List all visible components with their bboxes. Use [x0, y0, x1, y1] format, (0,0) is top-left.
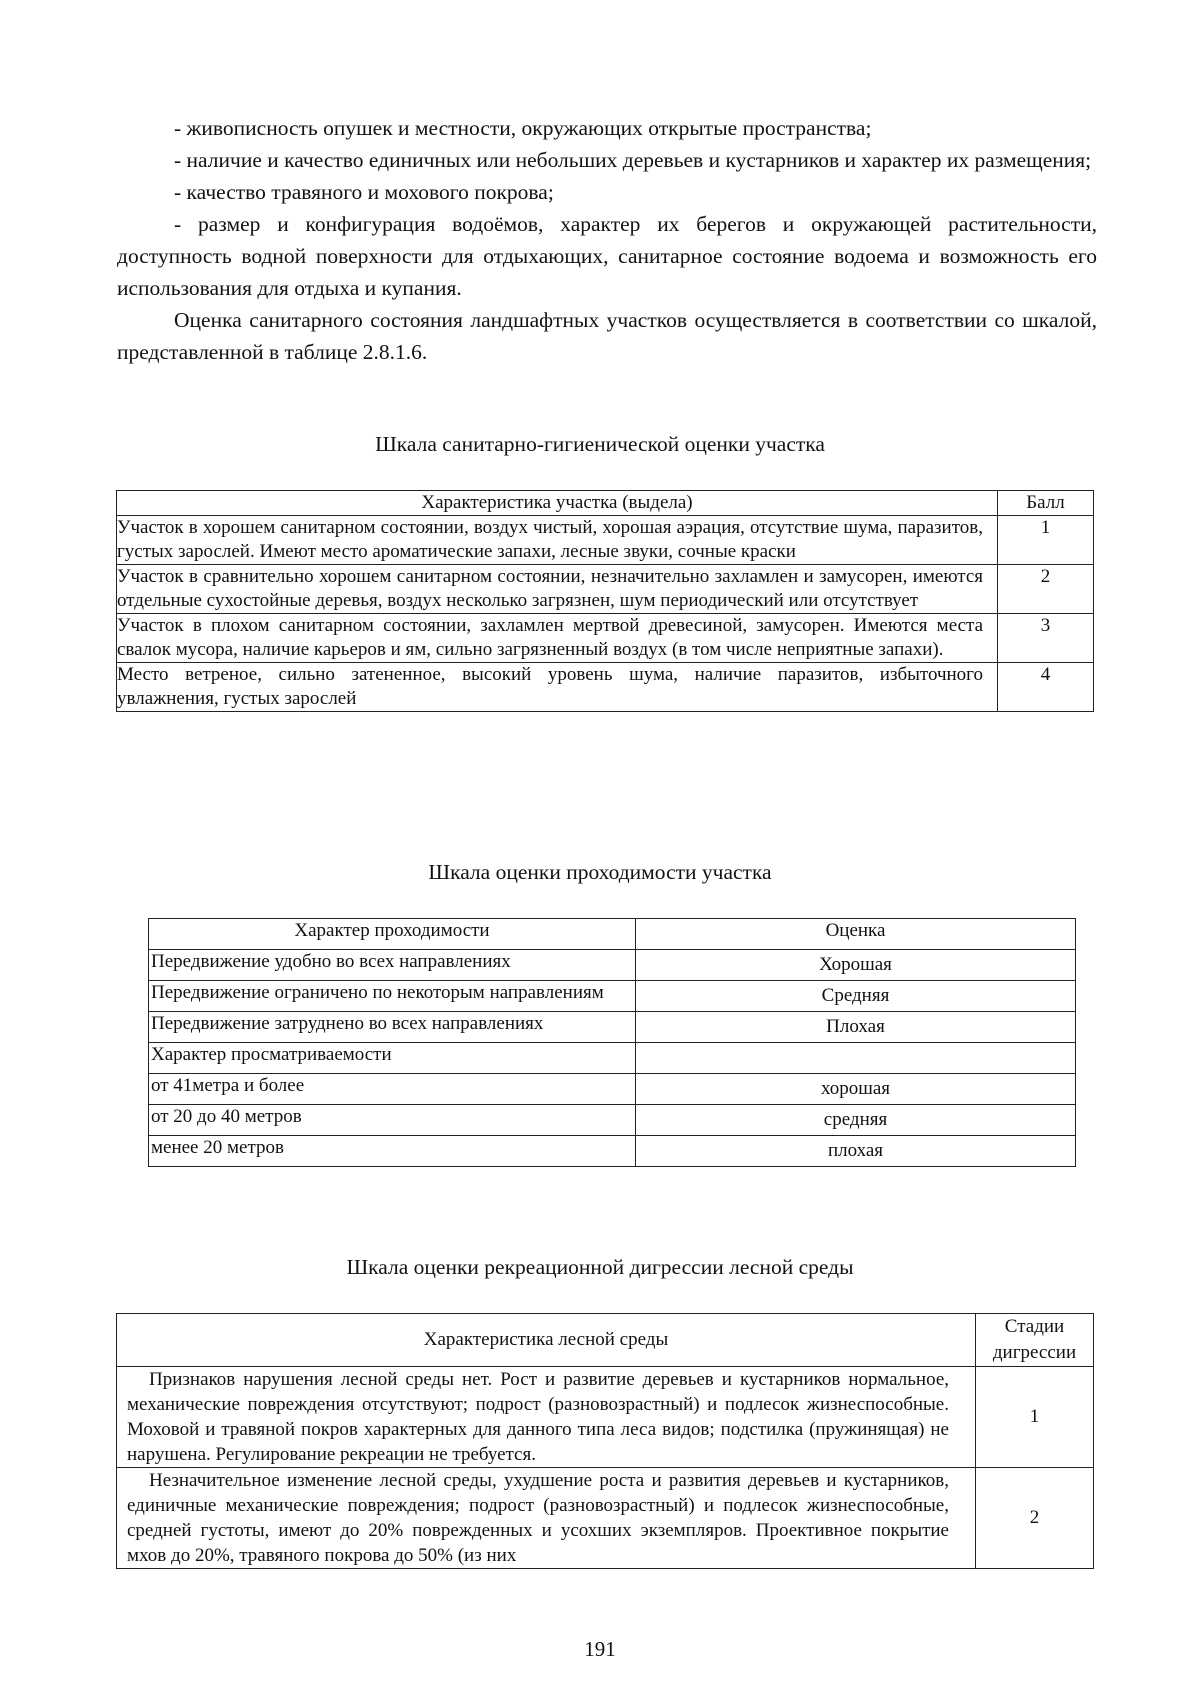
sanitary-score-table: [116, 490, 1094, 712]
table-header: Стадии дигрессии: [976, 1314, 1094, 1367]
table-row: [149, 1074, 1076, 1105]
table-row: [149, 1105, 1076, 1136]
passability-table: [148, 918, 1076, 1167]
table-cell: 4: [998, 663, 1094, 712]
table-cell: плохая: [636, 1136, 1076, 1167]
table-header-row: [117, 1314, 1094, 1367]
table-row: [117, 516, 1094, 565]
table-cell: Характер просматриваемости: [149, 1043, 636, 1074]
table-cell: средняя: [636, 1105, 1076, 1136]
table-header: Характер проходимости: [149, 919, 636, 950]
table-header: Характеристика лесной среды: [117, 1314, 976, 1367]
bullet-item: - качество травяного и мохового покрова;: [174, 180, 554, 204]
table-cell: менее 20 метров: [149, 1136, 636, 1167]
table-cell: Участок в плохом санитарном состоянии, захламлен мертвой древесиной, замусорен. Имеются места свалок мусора, наличие карьеров и ям, сильно загрязненный воздух (в том числе неприятные запахи).: [117, 614, 998, 663]
table-row: [149, 1136, 1076, 1167]
table-cell: Незначительное изменение лесной среды, ухудшение роста и развития деревьев и кустарников, единичные механические повреждения; подрост (разновозрастный) и подлесок жизнеспособные, средней густоты, имеют до 20% поврежденных и усохших экземпляров. Проективное покрытие мхов до 20%, травяного покрова до 50% (из них: [117, 1468, 976, 1569]
table-cell: 3: [998, 614, 1094, 663]
table-cell: от 20 до 40 метров: [149, 1105, 636, 1136]
table-cell: [636, 1043, 1076, 1074]
table-cell: Признаков нарушения лесной среды нет. Рост и развитие деревьев и кустарников нормальное, механические повреждения отсутствуют; подрост (разновозрастный) и подлесок жизнеспособные. Моховой и травяной покров характерных для данного типа леса видов; подстилка (пружинящая) не нарушена. Регулирование рекреации не требуется.: [117, 1367, 976, 1468]
table2-caption: Шкала оценки проходимости участка: [428, 860, 772, 884]
table-cell: Средняя: [636, 981, 1076, 1012]
bullet-item: - живописность опушек и местности, окружающих открытые пространства;: [174, 116, 872, 140]
table-cell: Участок в сравнительно хорошем санитарном состоянии, незначительно захламлен и замусорен, имеются отдельные сухостойные деревья, воздух несколько загрязнен, шум периодический или отсутствует: [117, 565, 998, 614]
table1-caption: Шкала санитарно-гигиенической оценки участка: [375, 432, 825, 456]
table-cell: Передвижение удобно во всех направлениях: [149, 950, 636, 981]
table-header-row: [117, 491, 1094, 516]
table-cell: Передвижение ограничено по некоторым направлениям: [149, 981, 636, 1012]
table-cell: Место ветреное, сильно затененное, высокий уровень шума, наличие паразитов, избыточного увлажнения, густых зарослей: [117, 663, 998, 712]
table-header: Оценка: [636, 919, 1076, 950]
table-header-row: [149, 919, 1076, 950]
table-cell: Хорошая: [636, 950, 1076, 981]
table-row: [149, 1012, 1076, 1043]
table-header: Балл: [998, 491, 1094, 516]
table-cell: 1: [976, 1367, 1094, 1468]
table-cell: Плохая: [636, 1012, 1076, 1043]
table-cell: 2: [976, 1468, 1094, 1569]
page-number: 191: [584, 1637, 616, 1661]
table-row: [149, 950, 1076, 981]
table-row: [149, 1043, 1076, 1074]
bullet-item: - наличие и качество единичных или небольших деревьев и кустарников и характер их размещения;: [174, 148, 1092, 172]
intro-text: [117, 112, 1097, 368]
table-cell: 2: [998, 565, 1094, 614]
table-cell: Участок в хорошем санитарном состоянии, воздух чистый, хорошая аэрация, отсутствие шума, паразитов, густых зарослей. Имеют место ароматические запахи, лесные звуки, сочные краски: [117, 516, 998, 565]
table-row: [117, 663, 1094, 712]
table-cell: Передвижение затруднено во всех направлениях: [149, 1012, 636, 1043]
table-header: Характеристика участка (выдела): [117, 491, 998, 516]
digression-table: [116, 1313, 1094, 1569]
table-row: [117, 1367, 1094, 1468]
table-row: [117, 565, 1094, 614]
intro-paragraph: Оценка санитарного состояния ландшафтных участков осуществляется в соответствии со шкалой, представленной в таблице 2.8.1.6.: [117, 308, 1097, 364]
table-cell: от 41метра и более: [149, 1074, 636, 1105]
table-row: [117, 614, 1094, 663]
table-cell: 1: [998, 516, 1094, 565]
table-row: [149, 981, 1076, 1012]
table3-caption: Шкала оценки рекреационной дигрессии лесной среды: [346, 1255, 854, 1279]
bullet-item: - размер и конфигурация водоёмов, характер их берегов и окружающей растительности, доступность водной поверхности для отдыхающих, санитарное состояние водоема и возможность его использования для отдыха и купания.: [117, 212, 1097, 300]
table-row: [117, 1468, 1094, 1569]
table-cell: хорошая: [636, 1074, 1076, 1105]
